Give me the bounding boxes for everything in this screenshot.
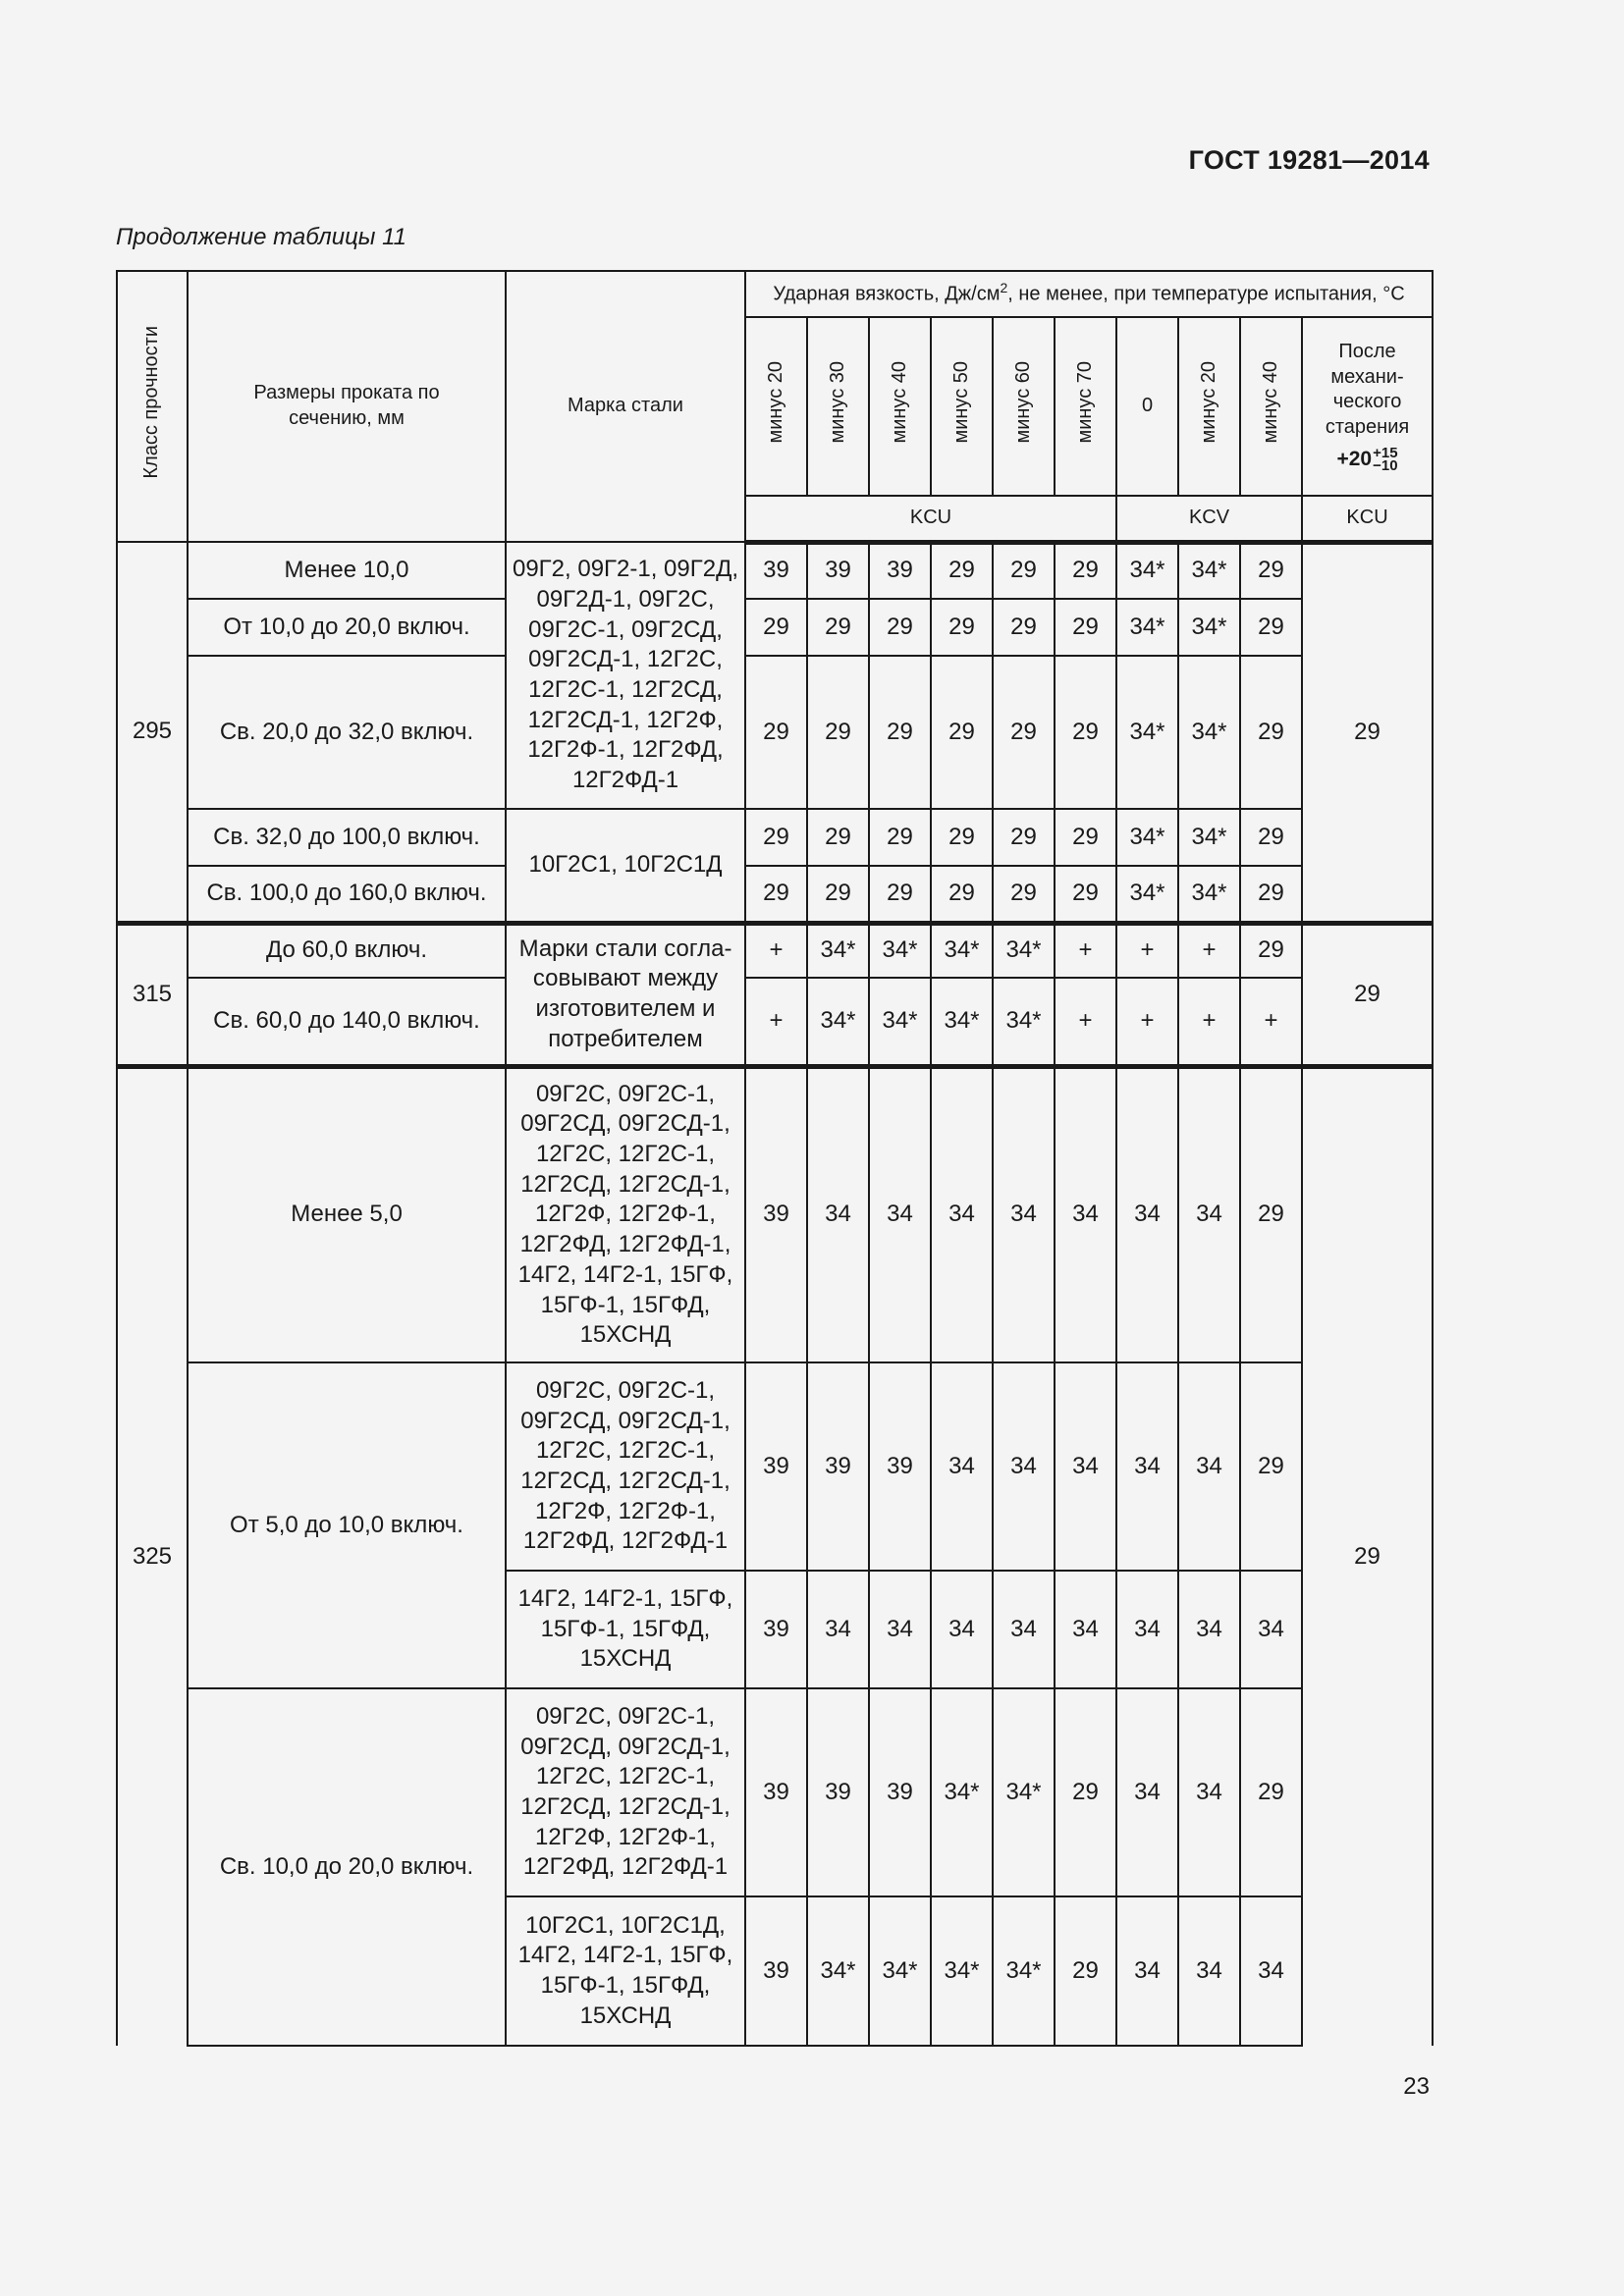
- value-cell: 39: [745, 1571, 807, 1688]
- value-cell: 34: [1116, 1571, 1178, 1688]
- value-cell: 34: [869, 1066, 931, 1362]
- value-cell: 29: [993, 599, 1055, 656]
- value-cell: 34*: [807, 978, 869, 1066]
- value-cell: 34: [869, 1571, 931, 1688]
- value-cell: 34: [1055, 1362, 1116, 1571]
- value-cell: 29: [1055, 866, 1116, 923]
- value-cell: 34: [1240, 1571, 1302, 1688]
- value-cell: 29: [869, 866, 931, 923]
- value-cell: 39: [745, 1362, 807, 1571]
- value-cell: 39: [807, 1688, 869, 1896]
- steel-grade-cell: Марки стали согла-совывают между изготовителем и потребителем: [506, 923, 745, 1066]
- value-cell: 34: [1178, 1896, 1240, 2046]
- value-cell: 34: [1055, 1066, 1116, 1362]
- size-cell: От 5,0 до 10,0 включ.: [188, 1362, 506, 1688]
- value-cell: 29: [1240, 1362, 1302, 1571]
- value-cell: 34*: [993, 1896, 1055, 2046]
- value-cell: 34*: [1116, 866, 1178, 923]
- value-cell: 29: [993, 542, 1055, 599]
- value-cell: 34: [1178, 1362, 1240, 1571]
- strength-class-295: 295: [117, 542, 188, 923]
- steel-grade-cell: 10Г2С1, 10Г2С1Д: [506, 809, 745, 923]
- value-cell: 34: [1116, 1066, 1178, 1362]
- value-cell: 34*: [931, 923, 993, 978]
- value-cell: 39: [745, 1066, 807, 1362]
- value-cell: 39: [745, 1896, 807, 2046]
- aged-value-315: 29: [1302, 923, 1433, 1066]
- value-cell: 34: [1116, 1362, 1178, 1571]
- size-cell: Св. 20,0 до 32,0 включ.: [188, 656, 506, 809]
- value-cell: 29: [869, 809, 931, 866]
- size-cell: До 60,0 включ.: [188, 923, 506, 978]
- value-cell: 34*: [807, 923, 869, 978]
- header-temp-7: 0: [1116, 317, 1178, 496]
- steel-grade-cell: 09Г2С, 09Г2С-1, 09Г2СД, 09Г2СД-1, 12Г2С, 12Г2С-1, 12Г2СД, 12Г2СД-1, 12Г2Ф, 12Г2Ф-1, 12Г2ФД, 12Г2ФД-1: [506, 1362, 745, 1571]
- value-cell: 34: [1178, 1688, 1240, 1896]
- value-cell: 29: [807, 809, 869, 866]
- value-cell: 34: [1116, 1688, 1178, 1896]
- value-cell: 34: [807, 1066, 869, 1362]
- header-temp-4: минус 50: [931, 317, 993, 496]
- steel-grade-cell: 14Г2, 14Г2-1, 15ГФ, 15ГФ-1, 15ГФД, 15ХСНД: [506, 1571, 745, 1688]
- value-cell: 34*: [931, 1896, 993, 2046]
- value-cell: 34*: [931, 1688, 993, 1896]
- value-cell: 34: [1116, 1896, 1178, 2046]
- value-cell: 34: [807, 1571, 869, 1688]
- size-cell: Менее 5,0: [188, 1066, 506, 1362]
- value-cell: 34: [993, 1362, 1055, 1571]
- value-cell: 34*: [993, 923, 1055, 978]
- value-cell: 29: [869, 656, 931, 809]
- value-cell: 39: [869, 1688, 931, 1896]
- value-cell: 29: [1055, 1896, 1116, 2046]
- size-cell: Св. 32,0 до 100,0 включ.: [188, 809, 506, 866]
- steel-grade-cell: 09Г2, 09Г2-1, 09Г2Д, 09Г2Д-1, 09Г2С, 09Г2С-1, 09Г2СД, 09Г2СД-1, 12Г2С, 12Г2С-1, 12Г2СД, 12Г2СД-1, 12Г2Ф, 12Г2Ф-1, 12Г2ФД, 12Г2ФД-1: [506, 542, 745, 809]
- value-cell: 34*: [869, 978, 931, 1066]
- value-cell: 34: [993, 1066, 1055, 1362]
- header-sizes: Размеры проката по сечению, мм: [188, 271, 506, 542]
- header-temp-8: минус 20: [1178, 317, 1240, 496]
- value-cell: 34: [1055, 1571, 1116, 1688]
- header-impact-toughness: Ударная вязкость, $Дж/см^2$, не менее, при температуре испытания, °С: [745, 271, 1433, 317]
- value-cell: 29: [745, 809, 807, 866]
- value-cell: 39: [807, 542, 869, 599]
- value-cell: 34*: [1178, 866, 1240, 923]
- document-standard-number: ГОСТ 19281—2014: [1188, 145, 1430, 175]
- value-cell: 34*: [993, 978, 1055, 1066]
- value-cell: 29: [1240, 656, 1302, 809]
- value-cell: 34*: [1116, 542, 1178, 599]
- value-cell: 39: [745, 1688, 807, 1896]
- value-cell: +: [745, 923, 807, 978]
- header-temp-6: минус 70: [1055, 317, 1116, 496]
- steel-grade-cell: 09Г2С, 09Г2С-1, 09Г2СД, 09Г2СД-1, 12Г2С, 12Г2С-1, 12Г2СД, 12Г2СД-1, 12Г2Ф, 12Г2Ф-1, 12Г2ФД, 12Г2ФД-1, 14Г2, 14Г2-1, 15ГФ, 15ГФ-1, 15ГФД, 15ХСНД: [506, 1066, 745, 1362]
- value-cell: 34: [931, 1362, 993, 1571]
- value-cell: 34*: [931, 978, 993, 1066]
- value-cell: 29: [807, 599, 869, 656]
- value-cell: 34*: [869, 923, 931, 978]
- value-cell: 34*: [1116, 809, 1178, 866]
- value-cell: 39: [745, 542, 807, 599]
- header-steel-grade: Марка стали: [506, 271, 745, 542]
- header-temp-3: минус 40: [869, 317, 931, 496]
- value-cell: +: [1178, 923, 1240, 978]
- value-cell: +: [1178, 978, 1240, 1066]
- value-cell: 34*: [807, 1896, 869, 2046]
- value-cell: +: [1116, 923, 1178, 978]
- header-temp-5: минус 60: [993, 317, 1055, 496]
- value-cell: 29: [993, 866, 1055, 923]
- value-cell: 34: [931, 1571, 993, 1688]
- size-cell: Св. 10,0 до 20,0 включ.: [188, 1688, 506, 2046]
- value-cell: 34*: [1178, 542, 1240, 599]
- table-caption: Продолжение таблицы 11: [116, 224, 407, 250]
- value-cell: 34: [1178, 1571, 1240, 1688]
- value-cell: 29: [931, 542, 993, 599]
- aged-value-295: 29: [1302, 542, 1433, 923]
- header-strength-class: Класс прочности: [117, 271, 188, 542]
- steel-grade-cell: 09Г2С, 09Г2С-1, 09Г2СД, 09Г2СД-1, 12Г2С, 12Г2С-1, 12Г2СД, 12Г2СД-1, 12Г2Ф, 12Г2Ф-1, 12Г2ФД, 12Г2ФД-1: [506, 1688, 745, 1896]
- value-cell: +: [1116, 978, 1178, 1066]
- value-cell: 29: [1240, 1066, 1302, 1362]
- value-cell: 34*: [1116, 656, 1178, 809]
- header-temp-1: минус 20: [745, 317, 807, 496]
- value-cell: 29: [869, 599, 931, 656]
- value-cell: 29: [1055, 542, 1116, 599]
- value-cell: 29: [931, 866, 993, 923]
- page-number: 23: [1403, 2073, 1430, 2100]
- value-cell: 29: [931, 809, 993, 866]
- value-cell: +: [1055, 923, 1116, 978]
- value-cell: 39: [869, 1362, 931, 1571]
- value-cell: 34*: [869, 1896, 931, 2046]
- value-cell: 34*: [1178, 599, 1240, 656]
- header-after-aging: После механи-ческого старения +20 +15 −10: [1302, 317, 1433, 496]
- value-cell: 34: [993, 1571, 1055, 1688]
- value-cell: 34*: [1178, 656, 1240, 809]
- header-kcu-aged: KCU: [1302, 496, 1433, 542]
- value-cell: 39: [869, 542, 931, 599]
- steel-grade-cell: 10Г2С1, 10Г2С1Д, 14Г2, 14Г2-1, 15ГФ, 15ГФ-1, 15ГФД, 15ХСНД: [506, 1896, 745, 2046]
- value-cell: 29: [1240, 866, 1302, 923]
- value-cell: +: [745, 978, 807, 1066]
- size-cell: Св. 60,0 до 140,0 включ.: [188, 978, 506, 1066]
- value-cell: 29: [1055, 809, 1116, 866]
- value-cell: 34*: [993, 1688, 1055, 1896]
- value-cell: 34: [931, 1066, 993, 1362]
- value-cell: +: [1240, 978, 1302, 1066]
- header-kcu: KCU: [745, 496, 1116, 542]
- value-cell: 29: [745, 866, 807, 923]
- value-cell: 29: [807, 656, 869, 809]
- value-cell: 29: [993, 656, 1055, 809]
- value-cell: 29: [993, 809, 1055, 866]
- header-temp-2: минус 30: [807, 317, 869, 496]
- value-cell: 29: [1240, 923, 1302, 978]
- value-cell: 29: [1055, 656, 1116, 809]
- value-cell: +: [1055, 978, 1116, 1066]
- value-cell: 34*: [1116, 599, 1178, 656]
- impact-toughness-table: [116, 270, 1434, 2047]
- value-cell: 29: [931, 599, 993, 656]
- value-cell: 29: [1055, 1688, 1116, 1896]
- value-cell: 34*: [1178, 809, 1240, 866]
- value-cell: 29: [1055, 599, 1116, 656]
- aged-value-325: 29: [1302, 1066, 1433, 2046]
- value-cell: 39: [807, 1362, 869, 1571]
- value-cell: 29: [745, 656, 807, 809]
- value-cell: 34: [1178, 1066, 1240, 1362]
- value-cell: 29: [1240, 809, 1302, 866]
- value-cell: 34: [1240, 1896, 1302, 2046]
- size-cell: Св. 100,0 до 160,0 включ.: [188, 866, 506, 923]
- value-cell: 29: [807, 866, 869, 923]
- size-cell: Менее 10,0: [188, 542, 506, 599]
- value-cell: 29: [1240, 542, 1302, 599]
- strength-class-315: 315: [117, 923, 188, 1066]
- header-kcv: KCV: [1116, 496, 1302, 542]
- value-cell: 29: [1240, 599, 1302, 656]
- strength-class-325: 325: [117, 1066, 188, 2046]
- value-cell: 29: [931, 656, 993, 809]
- value-cell: 29: [745, 599, 807, 656]
- value-cell: 29: [1240, 1688, 1302, 1896]
- size-cell: От 10,0 до 20,0 включ.: [188, 599, 506, 656]
- header-temp-9: минус 40: [1240, 317, 1302, 496]
